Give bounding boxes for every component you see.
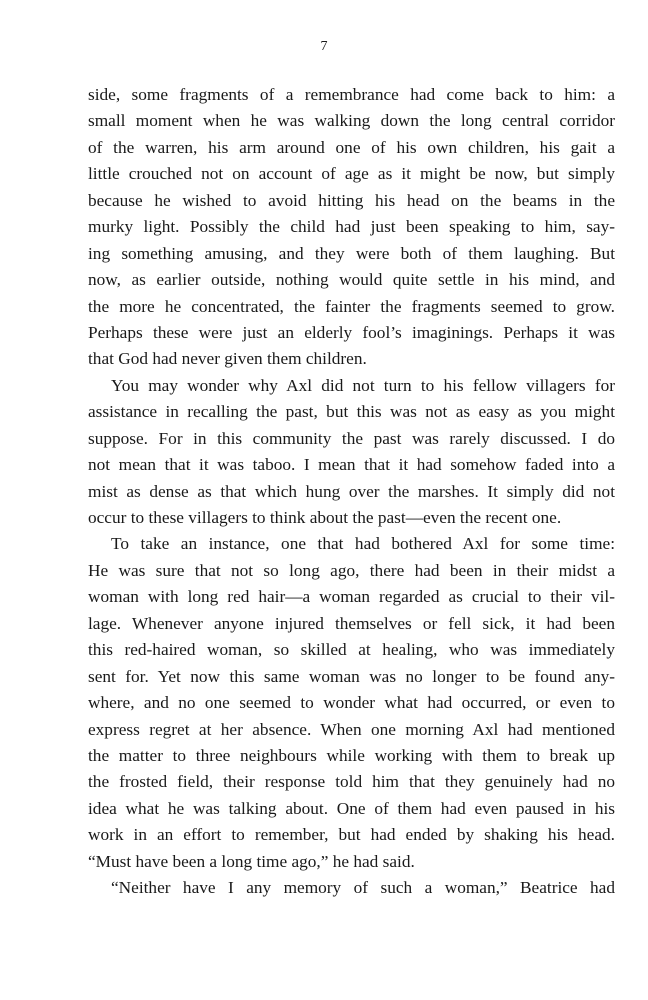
text-line: not mean that it was taboo. I mean that it had somehow faded into a	[88, 455, 615, 475]
paragraph	[88, 531, 615, 875]
text-line: small moment when he was walking down the long central corridor	[88, 111, 615, 131]
text-line: now, as earlier outside, nothing would quite settle in his mind, and	[88, 270, 615, 290]
paragraph	[88, 82, 615, 373]
text-line: express regret at her absence. When one morning Axl had mentioned	[88, 719, 615, 739]
text-line: side, some fragments of a remembrance had come back to him: a	[88, 85, 615, 104]
text-line: where, and no one seemed to wonder what had occurred, or even to	[88, 693, 615, 713]
text-line: woman with long red hair—a woman regarded as crucial to their vil-	[88, 587, 615, 607]
body-text	[88, 82, 615, 902]
text-line: work in an effort to remember, but had ended by shaking his head.	[88, 825, 615, 845]
text-line: You may wonder why Axl did not turn to his fellow villagers for	[111, 375, 615, 395]
text-line: the more he concentrated, the fainter the fragments seemed to grow.	[88, 296, 615, 316]
text-line: To take an instance, one that had bothered Axl for some time:	[111, 534, 615, 554]
text-line: “Must have been a long time ago,” he had said.	[88, 851, 415, 871]
text-line: because he wished to avoid hitting his head on the beams in the	[88, 190, 615, 210]
text-line: the matter to three neighbours while working with them to break up	[88, 745, 615, 765]
paragraph	[88, 373, 615, 532]
text-line: lage. Whenever anyone injured themselves or fell sick, it had been	[88, 613, 615, 633]
text-line: idea what he was talking about. One of them had even paused in his	[88, 798, 615, 818]
page-number: 7	[320, 39, 328, 54]
paragraph	[88, 875, 615, 901]
text-line: “Neither have I any memory of such a woman,” Beatrice had	[111, 878, 615, 898]
text-line: this red-haired woman, so skilled at healing, who was immediately	[88, 640, 615, 660]
text-line: that God had never given them children.	[88, 349, 367, 369]
text-line: little crouched not on account of age as it might be now, but simply	[88, 164, 615, 184]
text-line: the frosted field, their response told him that they genuinely had no	[88, 772, 615, 792]
text-line: mist as dense as that which hung over the marshes. It simply did not	[88, 481, 615, 501]
text-line: murky light. Possibly the child had just been speaking to him, say-	[88, 217, 615, 237]
text-line: suppose. For in this community the past was rarely discussed. I do	[88, 428, 615, 448]
text-line: assistance in recalling the past, but this was not as easy as you might	[88, 402, 615, 422]
text-line: occur to these villagers to think about the past—even the recent one.	[88, 508, 562, 527]
text-line: sent for. Yet now this same woman was no longer to be found any-	[88, 666, 615, 686]
text-line: He was sure that not so long ago, there had been in their midst a	[88, 560, 615, 580]
text-line: of the warren, his arm around one of his own children, his gait a	[88, 137, 615, 157]
text-line: ing something amusing, and they were both of them laughing. But	[88, 243, 615, 263]
text-line: Perhaps these were just an elderly fool’s imaginings. Perhaps it was	[88, 322, 615, 342]
